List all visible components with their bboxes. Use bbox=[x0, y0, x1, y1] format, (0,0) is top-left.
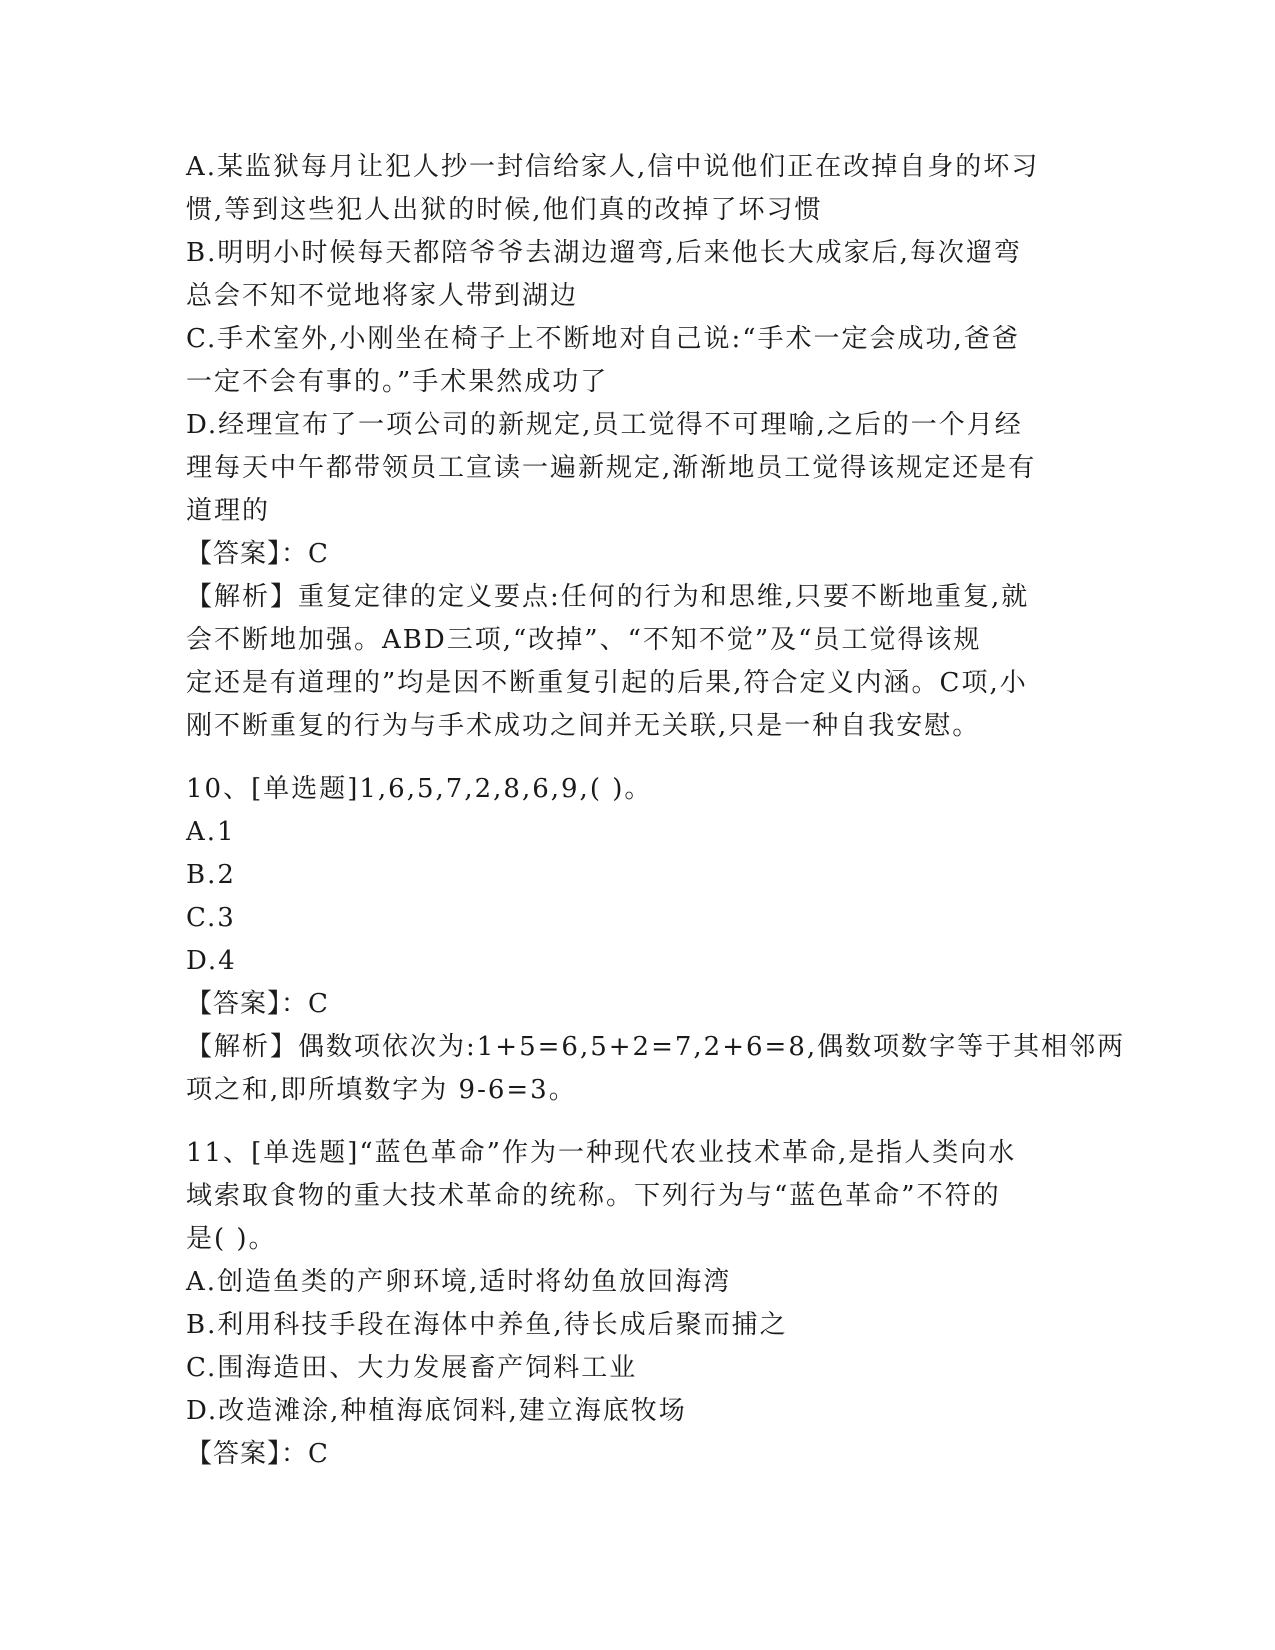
option-c-line-1: C.手术室外,小刚坐在椅子上不断地对自己说:“手术一定会成功,爸爸 bbox=[186, 324, 1020, 354]
answer: 【答案】：C bbox=[186, 989, 329, 1019]
question-stem: 10、[单选题]1,6,5,7,2,8,6,9,( )。 bbox=[186, 774, 653, 804]
option-d-line-3: 道理的 bbox=[186, 496, 271, 526]
answer: 【答案】：C bbox=[186, 1439, 329, 1469]
analysis-line-2: 项之和,即所填数字为 9-6=3。 bbox=[186, 1075, 577, 1105]
option-b bbox=[186, 232, 1076, 318]
analysis bbox=[186, 1026, 1126, 1112]
option-b: B.2 bbox=[186, 860, 236, 890]
option-b: B.利用科技手段在海体中养鱼,待长成后聚而捕之 bbox=[186, 1310, 788, 1340]
option-c-line-2: 一定不会有事的。”手术果然成功了 bbox=[186, 367, 609, 397]
answer: 【答案】：C bbox=[186, 539, 329, 569]
question-10-block bbox=[186, 768, 1126, 1112]
option-d-line-1: D.经理宣布了一项公司的新规定,员工觉得不可理喻,之后的一个月经 bbox=[186, 410, 1023, 440]
option-a-line-2: 惯,等到这些犯人出狱的时候,他们真的改掉了坏习惯 bbox=[186, 195, 823, 225]
question-stem-line-3: 是( )。 bbox=[186, 1224, 277, 1254]
question-stem bbox=[186, 1132, 1076, 1261]
option-d: D.改造滩涂,种植海底饲料,建立海底牧场 bbox=[186, 1396, 687, 1426]
analysis-line-2: 会不断地加强。ABD三项,“改掉”、“不知不觉”及“员工觉得该规 bbox=[186, 625, 982, 655]
option-d-line-2: 理每天中午都带领员工宣读一遍新规定,渐渐地员工觉得该规定还是有 bbox=[186, 453, 1037, 483]
option-c: C.围海造田、大力发展畜产饲料工业 bbox=[186, 1353, 638, 1383]
analysis-line-1: 【解析】偶数项依次为:1+5=6,5+2=7,2+6=8,偶数项数字等于其相邻两 bbox=[186, 1032, 1126, 1062]
analysis-line-4: 刚不断重复的行为与手术成功之间并无关联,只是一种自我安慰。 bbox=[186, 711, 981, 741]
document-page bbox=[186, 146, 1126, 1476]
option-a: A.创造鱼类的产卵环境,适时将幼鱼放回海湾 bbox=[186, 1267, 732, 1297]
question-stem-line-1: 11、[单选题]“蓝色革命”作为一种现代农业技术革命,是指人类向水 bbox=[186, 1138, 1017, 1168]
option-a: A.1 bbox=[186, 817, 236, 847]
analysis bbox=[186, 576, 1076, 748]
option-d: D.4 bbox=[186, 946, 237, 976]
option-b-line-1: B.明明小时候每天都陪爷爷去湖边遛弯,后来他长大成家后,每次遛弯 bbox=[186, 238, 1022, 268]
option-c bbox=[186, 318, 1076, 404]
analysis-line-3: 定还是有道理的”均是因不断重复引起的后果,符合定义内涵。C项,小 bbox=[186, 668, 1028, 698]
option-c: C.3 bbox=[186, 903, 236, 933]
question-stem-line-2: 域索取食物的重大技术革命的统称。下列行为与“蓝色革命”不符的 bbox=[186, 1181, 1001, 1211]
option-a bbox=[186, 146, 1076, 232]
option-a-line-1: A.某监狱每月让犯人抄一封信给家人,信中说他们正在改掉自身的坏习 bbox=[186, 152, 1040, 182]
option-d bbox=[186, 404, 1076, 533]
question-11-block bbox=[186, 1132, 1076, 1476]
option-b-line-2: 总会不知不觉地将家人带到湖边 bbox=[186, 281, 579, 311]
analysis-line-1: 【解析】重复定律的定义要点:任何的行为和思维,只要不断地重复,就 bbox=[186, 582, 1030, 612]
question-9-block bbox=[186, 146, 1076, 748]
